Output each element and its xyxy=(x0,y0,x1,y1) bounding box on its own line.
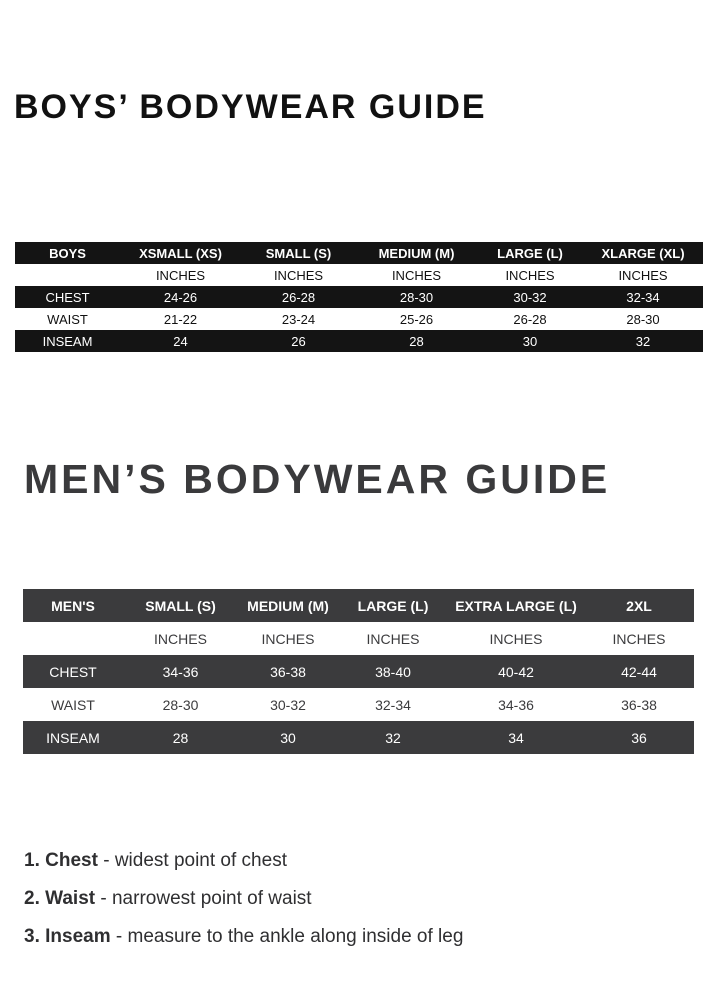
table-cell: 34 xyxy=(448,721,584,754)
row-label: WAIST xyxy=(15,308,120,330)
table-cell: 28-30 xyxy=(356,286,477,308)
row-label: CHEST xyxy=(23,655,123,688)
table-cell: 30-32 xyxy=(477,286,583,308)
note-chest xyxy=(24,846,463,884)
note-description: - measure to the ankle along inside of leg xyxy=(110,926,464,947)
note-number: 2. xyxy=(24,888,40,909)
unit-label: INCHES xyxy=(123,622,238,655)
table-cell: 36 xyxy=(584,721,694,754)
table-cell: 36-38 xyxy=(238,655,338,688)
unit-label: INCHES xyxy=(338,622,448,655)
row-label: INSEAM xyxy=(15,330,120,352)
boys-guide-title: BOYS’ BODYWEAR GUIDE xyxy=(14,88,487,126)
unit-label: INCHES xyxy=(238,622,338,655)
table-cell: 32-34 xyxy=(338,688,448,721)
unit-label: INCHES xyxy=(356,264,477,286)
table-cell: 28-30 xyxy=(583,308,703,330)
column-header: LARGE (L) xyxy=(477,242,583,264)
table-cell: 28 xyxy=(123,721,238,754)
boys-size-table xyxy=(15,242,703,352)
column-header: SMALL (S) xyxy=(241,242,356,264)
note-description: - narrowest point of waist xyxy=(95,888,312,909)
column-header: BOYS xyxy=(15,242,120,264)
note-inseam xyxy=(24,922,463,960)
table-cell: 30 xyxy=(477,330,583,352)
column-header: MEN'S xyxy=(23,589,123,622)
table-cell: 28 xyxy=(356,330,477,352)
column-header: SMALL (S) xyxy=(123,589,238,622)
table-cell: 28-30 xyxy=(123,688,238,721)
unit-label: INCHES xyxy=(477,264,583,286)
table-cell: 38-40 xyxy=(338,655,448,688)
column-header: XSMALL (XS) xyxy=(120,242,241,264)
men-size-table xyxy=(23,589,694,754)
table-cell: 34-36 xyxy=(448,688,584,721)
table-cell: 34-36 xyxy=(123,655,238,688)
table-header-row xyxy=(23,589,694,622)
measurement-notes xyxy=(24,846,463,960)
table-cell: 30 xyxy=(238,721,338,754)
table-cell: 24-26 xyxy=(120,286,241,308)
table-row-chest xyxy=(23,655,694,688)
table-cell: 32 xyxy=(338,721,448,754)
table-cell: 32 xyxy=(583,330,703,352)
column-header: EXTRA LARGE (L) xyxy=(448,589,584,622)
table-cell: 42-44 xyxy=(584,655,694,688)
unit-label: INCHES xyxy=(583,264,703,286)
table-cell: 30-32 xyxy=(238,688,338,721)
table-cell: 32-34 xyxy=(583,286,703,308)
unit-row xyxy=(15,264,703,286)
table-cell: 40-42 xyxy=(448,655,584,688)
note-number: 3. xyxy=(24,926,40,947)
note-description: - widest point of chest xyxy=(97,850,287,871)
table-cell: 23-24 xyxy=(241,308,356,330)
unit-row xyxy=(23,622,694,655)
unit-label: INCHES xyxy=(120,264,241,286)
row-label: CHEST xyxy=(15,286,120,308)
note-term: Chest xyxy=(45,850,98,871)
unit-label: INCHES xyxy=(448,622,584,655)
table-cell: 26 xyxy=(241,330,356,352)
note-term: Inseam xyxy=(45,926,111,947)
table-row-inseam xyxy=(15,330,703,352)
column-header: LARGE (L) xyxy=(338,589,448,622)
column-header: XLARGE (XL) xyxy=(583,242,703,264)
table-row-waist xyxy=(15,308,703,330)
table-cell: 24 xyxy=(120,330,241,352)
table-cell: 21-22 xyxy=(120,308,241,330)
table-header-row xyxy=(15,242,703,264)
note-waist xyxy=(24,884,463,922)
column-header: 2XL xyxy=(584,589,694,622)
table-row-chest xyxy=(15,286,703,308)
table-cell: 25-26 xyxy=(356,308,477,330)
table-cell: 26-28 xyxy=(241,286,356,308)
unit-label: INCHES xyxy=(584,622,694,655)
table-row-inseam xyxy=(23,721,694,754)
row-label: WAIST xyxy=(23,688,123,721)
men-guide-title: MEN’S BODYWEAR GUIDE xyxy=(24,456,611,502)
column-header: MEDIUM (M) xyxy=(356,242,477,264)
table-cell: 36-38 xyxy=(584,688,694,721)
note-number: 1. xyxy=(24,850,40,871)
table-cell: 26-28 xyxy=(477,308,583,330)
column-header: MEDIUM (M) xyxy=(238,589,338,622)
note-term: Waist xyxy=(45,888,96,909)
unit-label: INCHES xyxy=(241,264,356,286)
row-label: INSEAM xyxy=(23,721,123,754)
table-row-waist xyxy=(23,688,694,721)
